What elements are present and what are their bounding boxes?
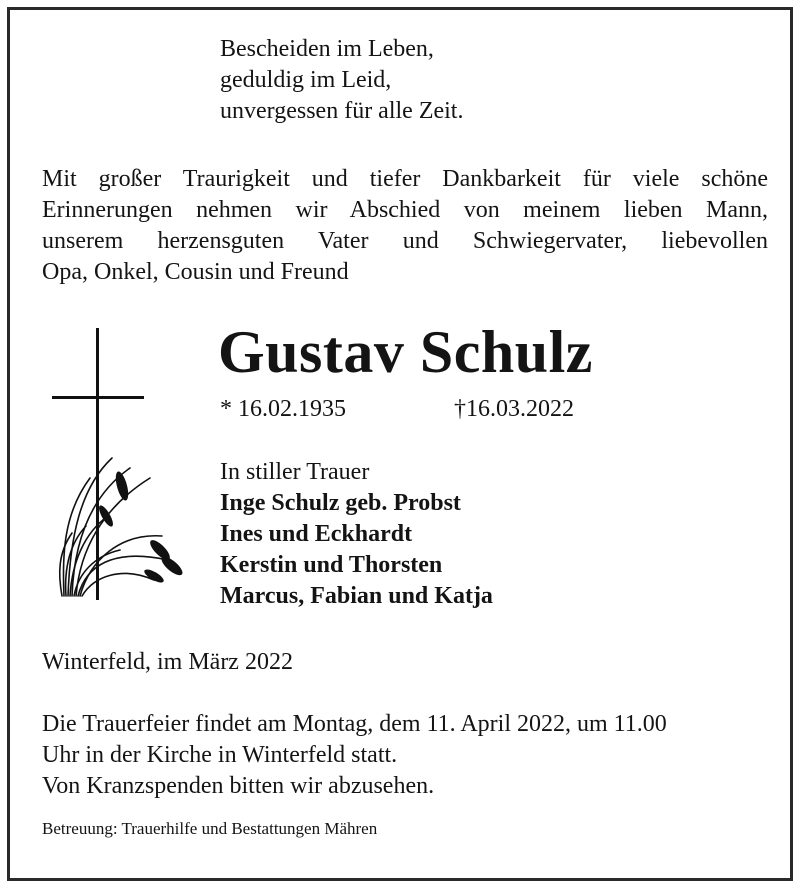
cross-with-grass-icon	[50, 328, 195, 618]
care-credit: Betreuung: Trauerhilfe und Bestattungen Mähren	[42, 819, 378, 838]
intro-line: unserem herzensguten Vater und Schwiegervater, liebevollen	[42, 228, 768, 254]
intro-line: Mit großer Traurigkeit und tiefer Dankbarkeit für viele schöne	[42, 166, 768, 192]
motto-verse	[220, 34, 463, 127]
mourner-name: Kerstin und Thorsten	[220, 552, 443, 578]
intro-text	[42, 164, 768, 288]
mourner-name: Marcus, Fabian und Katja	[220, 583, 493, 609]
motto-line: Bescheiden im Leben,	[220, 36, 434, 62]
birth-date: * 16.02.1935	[220, 396, 346, 422]
mourner-name: Inge Schulz geb. Probst	[220, 490, 461, 516]
mourners-heading: In stiller Trauer	[220, 459, 370, 485]
mourners-block	[220, 457, 493, 612]
intro-line: Erinnerungen nehmen wir Abschied von meinem lieben Mann,	[42, 197, 768, 223]
funeral-notice	[42, 709, 667, 802]
funeral-line: Die Trauerfeier findet am Montag, dem 11. April 2022, um 11.00	[42, 711, 667, 737]
motto-line: unvergessen für alle Zeit.	[220, 98, 464, 124]
funeral-line: Von Kranzspenden bitten wir abzusehen.	[42, 773, 435, 799]
deceased-name: Gustav Schulz	[218, 319, 593, 385]
death-date: †16.03.2022	[454, 396, 574, 422]
intro-line: Opa, Onkel, Cousin und Freund	[42, 259, 349, 285]
obituary-frame	[7, 7, 793, 881]
motto-line: geduldig im Leid,	[220, 67, 392, 93]
place-date: Winterfeld, im März 2022	[42, 649, 293, 675]
mourner-name: Ines und Eckhardt	[220, 521, 413, 547]
funeral-line: Uhr in der Kirche in Winterfeld statt.	[42, 742, 398, 768]
